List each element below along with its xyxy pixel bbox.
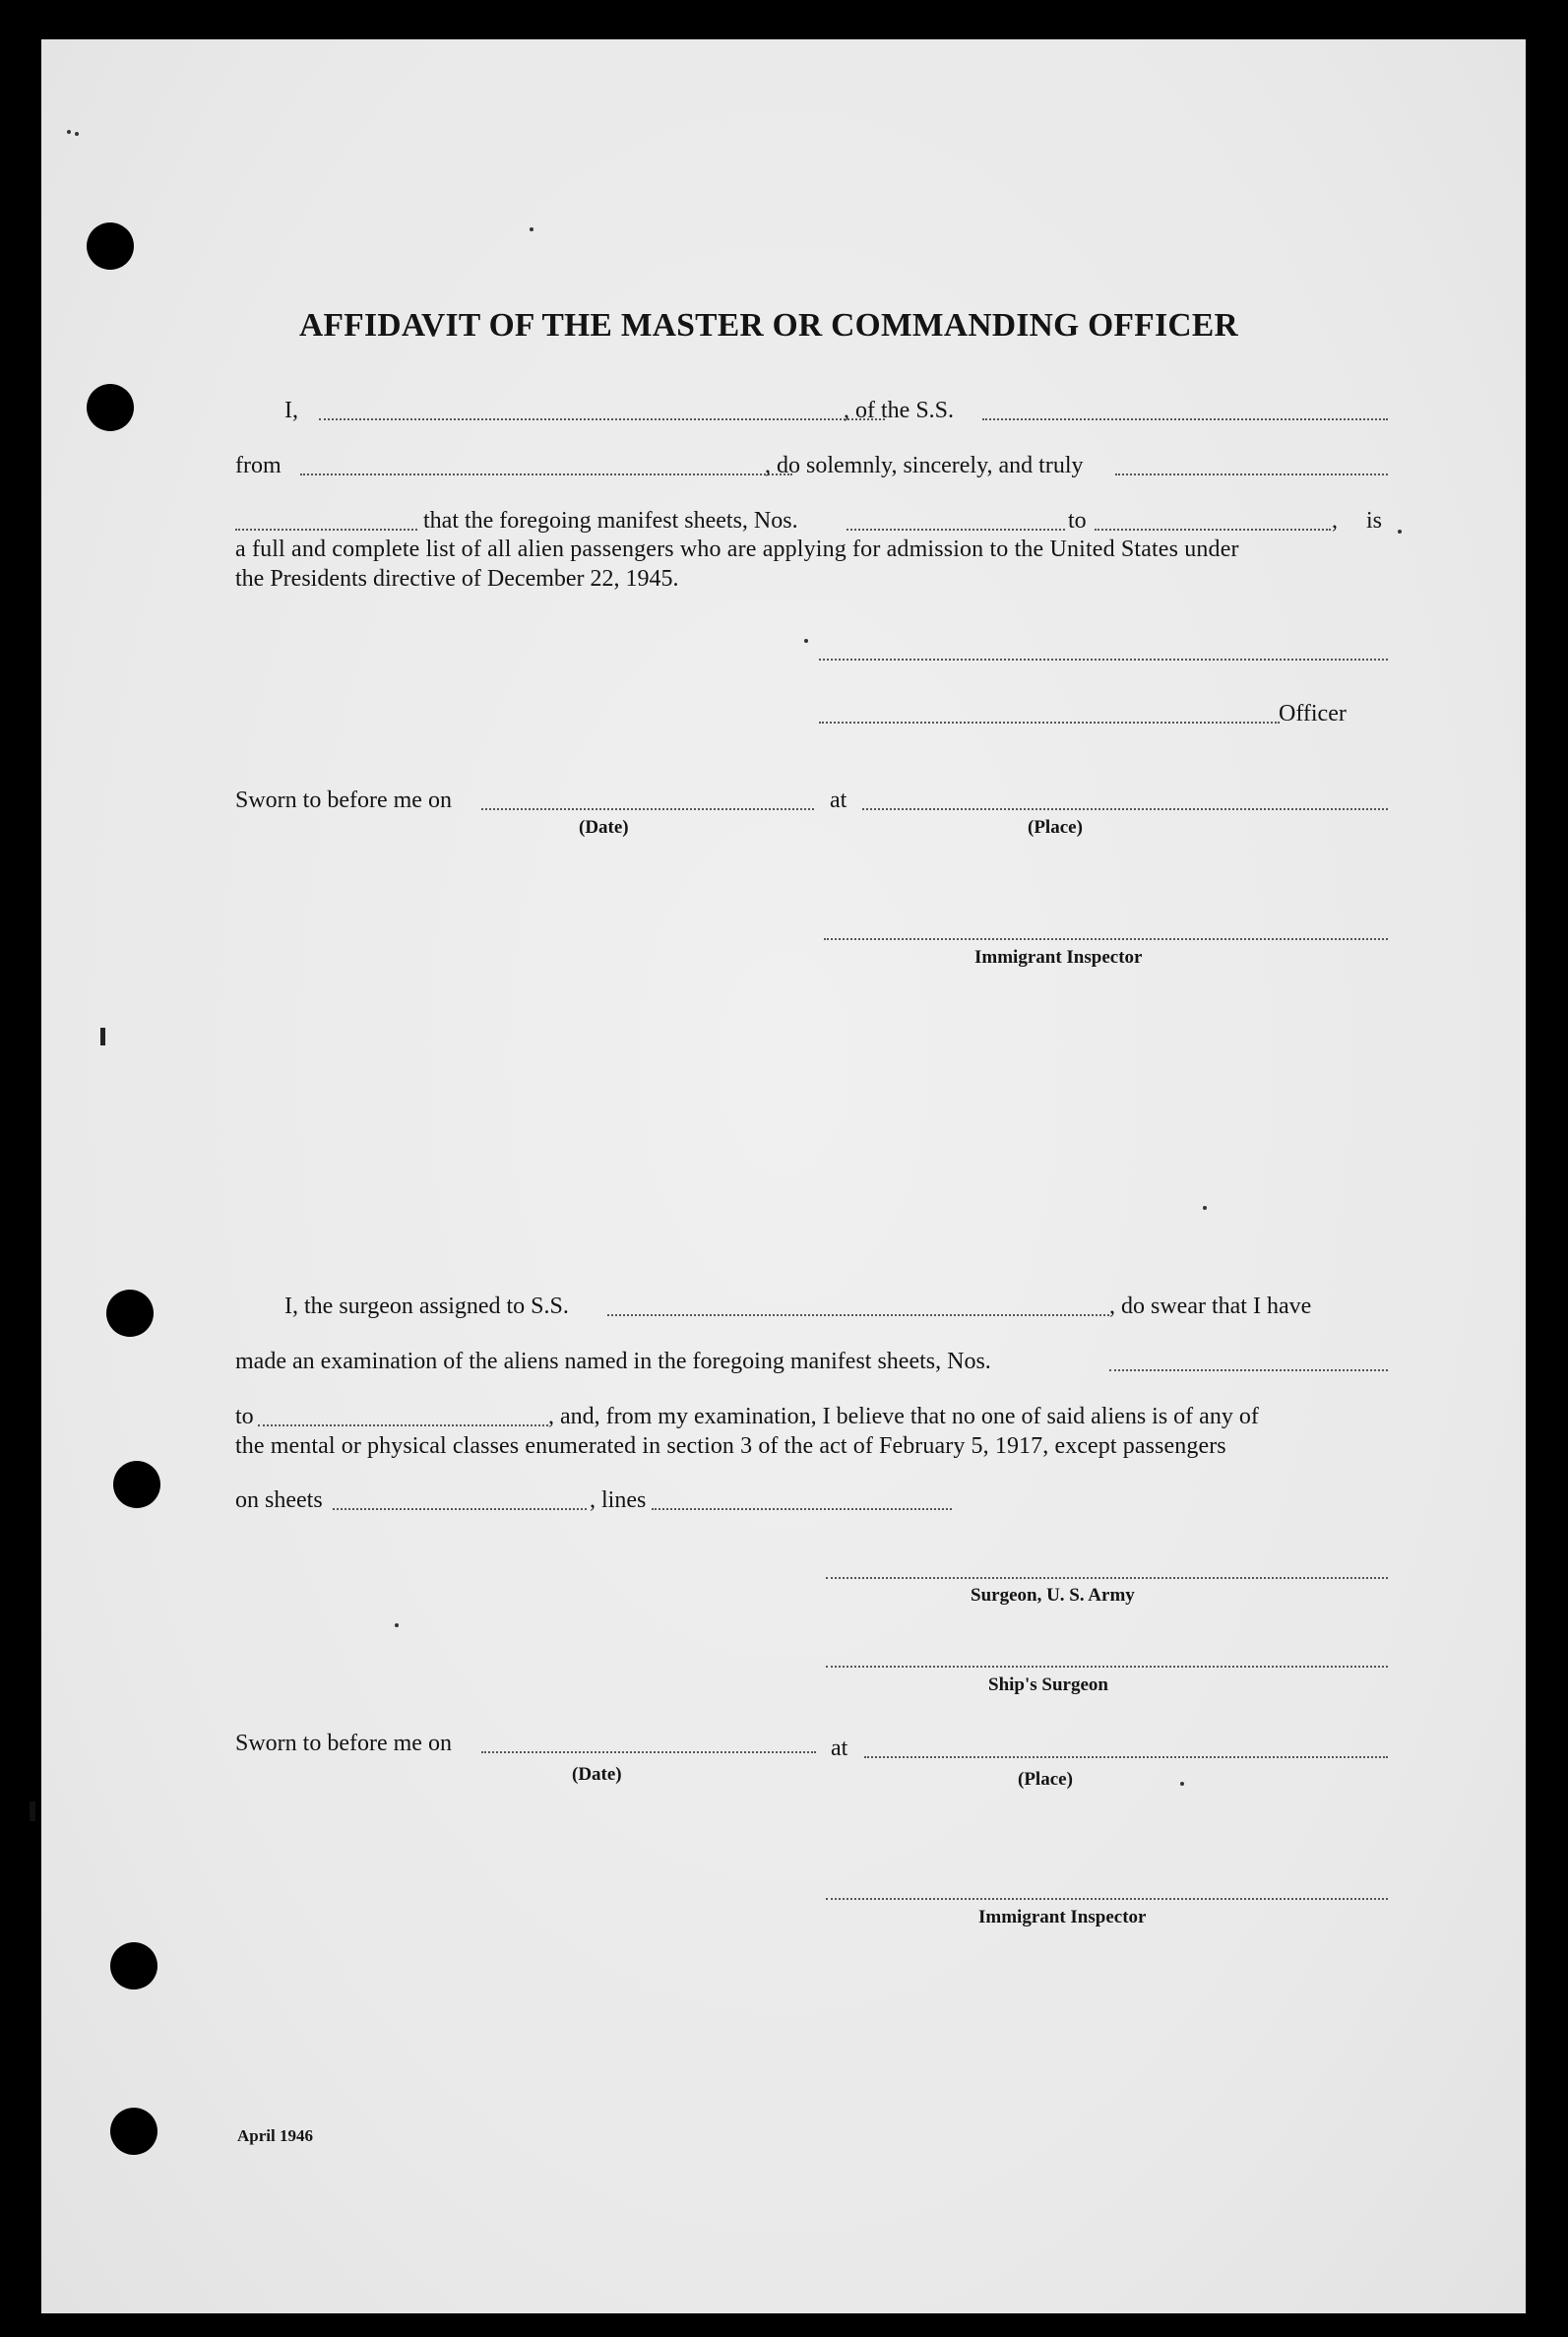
master-sheet-from-field[interactable] <box>847 529 1065 531</box>
ship-surgeon-signature-line[interactable] <box>826 1666 1388 1668</box>
form-title: AFFIDAVIT OF THE MASTER OR COMMANDING OFFICER <box>299 307 1239 344</box>
scan-speck <box>1398 530 1402 534</box>
surgeon-lines-field[interactable] <box>652 1508 952 1510</box>
punch-hole <box>113 1461 160 1508</box>
surgeon-sworn-place-field[interactable] <box>864 1756 1388 1758</box>
surgeon-line-4: the mental or physical classes enumerated in section 3 of the act of February 5, 1917, except passengers <box>235 1433 1226 1459</box>
ship-surgeon-caption: Ship's Surgeon <box>988 1674 1108 1695</box>
scan-speck <box>530 227 533 231</box>
surgeon-line-2: made an examination of the aliens named in the foregoing manifest sheets, Nos. <box>235 1349 991 1374</box>
surgeon-inspector-caption: Immigrant Inspector <box>978 1907 1147 1927</box>
surgeon-sheets-label: on sheets <box>235 1487 323 1513</box>
surgeon-sheet-to-field[interactable] <box>258 1424 548 1426</box>
surgeon-sheets-field[interactable] <box>333 1508 587 1510</box>
surgeon-ship-field[interactable] <box>607 1314 1109 1316</box>
master-signature-line[interactable] <box>819 659 1388 661</box>
form-sheet <box>41 39 1526 2313</box>
form-date-footer: April 1946 <box>237 2126 313 2145</box>
master-at-label: at <box>830 788 847 813</box>
master-is-label: is <box>1366 508 1383 534</box>
surgeon-line-1-end: , do swear that I have <box>1109 1294 1312 1319</box>
surgeon-lines-label: , lines <box>590 1487 647 1513</box>
master-inspector-signature-line[interactable] <box>824 938 1388 940</box>
master-name-field[interactable] <box>319 418 885 420</box>
punch-hole <box>87 384 134 431</box>
scan-speck <box>1180 1782 1184 1786</box>
scan-mark <box>30 1801 35 1821</box>
master-date-caption: (Date) <box>579 817 629 838</box>
surgeon-place-caption: (Place) <box>1018 1769 1073 1790</box>
scan-mark <box>100 1028 105 1045</box>
master-sworn-label: Sworn to before me on <box>235 788 452 813</box>
master-inspector-caption: Immigrant Inspector <box>974 947 1143 968</box>
master-comma: , <box>1332 508 1338 534</box>
surgeon-line-1-start: I, the surgeon assigned to S.S. <box>284 1294 569 1319</box>
surgeon-sworn-label: Sworn to before me on <box>235 1731 452 1756</box>
master-sworn-date-field[interactable] <box>481 808 814 810</box>
master-declaration-field[interactable] <box>235 529 417 531</box>
master-solemnly-label: , do solemnly, sincerely, and truly <box>765 453 1084 478</box>
master-statement-line-5: the Presidents directive of December 22, 1945. <box>235 566 679 592</box>
punch-hole <box>110 1942 157 1990</box>
master-sheet-to-field[interactable] <box>1095 529 1331 531</box>
master-statement-line-4: a full and complete list of all alien passengers who are applying for admission to the United States under <box>235 537 1239 562</box>
master-oath-word-field[interactable] <box>1115 474 1388 475</box>
officer-label: Officer <box>1279 701 1347 726</box>
scan-speck <box>395 1623 399 1627</box>
surgeon-sheet-from-field[interactable] <box>1109 1369 1388 1371</box>
punch-hole <box>106 1290 154 1337</box>
scan-speck <box>75 132 79 136</box>
scan-speck <box>804 639 808 643</box>
master-i-label: I, <box>284 398 298 423</box>
surgeon-inspector-signature-line[interactable] <box>826 1898 1388 1900</box>
surgeon-date-caption: (Date) <box>572 1764 622 1785</box>
master-sworn-place-field[interactable] <box>862 808 1388 810</box>
master-ship-name-field[interactable] <box>982 418 1388 420</box>
army-surgeon-caption: Surgeon, U. S. Army <box>971 1585 1135 1606</box>
surgeon-at-label: at <box>831 1736 848 1761</box>
surgeon-line-3-rest: , and, from my examination, I believe that no one of said aliens is of any of <box>548 1404 1259 1429</box>
master-of-ss-label: , of the S.S. <box>844 398 955 423</box>
master-manifest-text: that the foregoing manifest sheets, Nos. <box>423 508 798 534</box>
army-surgeon-signature-line[interactable] <box>826 1577 1388 1579</box>
punch-hole <box>110 2108 157 2155</box>
master-place-caption: (Place) <box>1028 817 1083 838</box>
scan-speck <box>67 130 71 134</box>
master-from-label: from <box>235 453 282 478</box>
surgeon-sworn-date-field[interactable] <box>481 1751 816 1753</box>
punch-hole <box>87 222 134 270</box>
scan-speck <box>1203 1206 1207 1210</box>
surgeon-to-label: to <box>235 1404 254 1429</box>
master-from-port-field[interactable] <box>300 474 792 475</box>
officer-signature-line[interactable] <box>819 722 1280 724</box>
master-to-label: to <box>1068 508 1087 534</box>
